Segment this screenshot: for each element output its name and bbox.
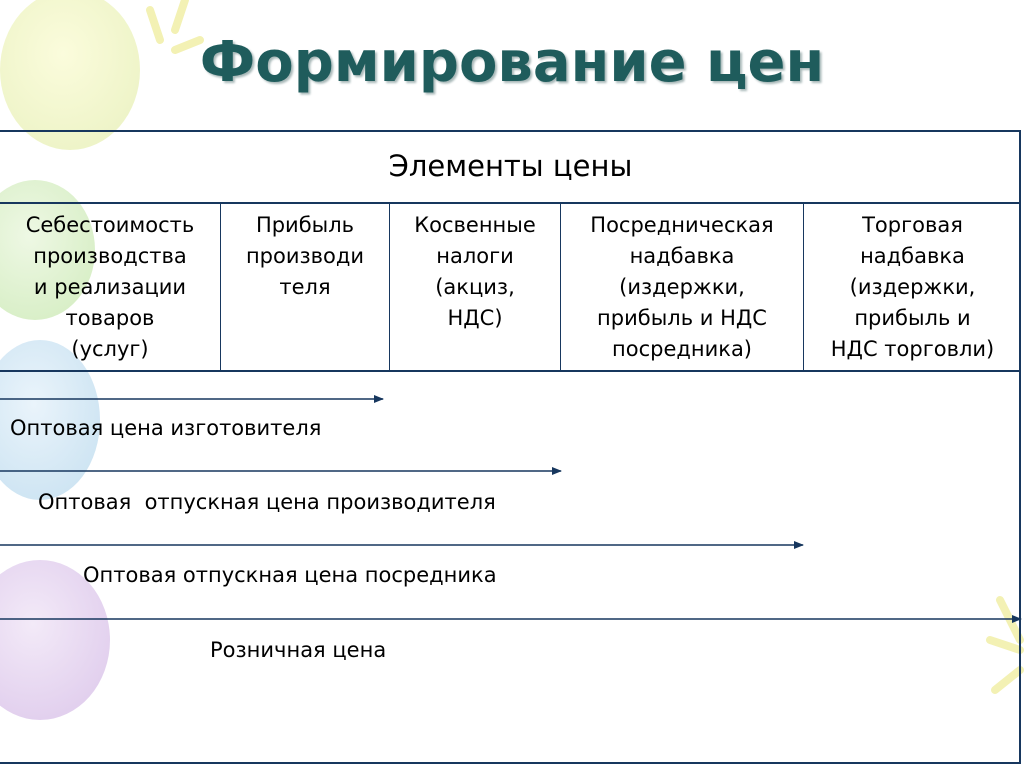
price-elements-header: Элементы цены — [388, 149, 633, 183]
element-cost-label: Себестоимость производства и реализации товаров (услуг) — [25, 213, 195, 361]
price-wholesale-intermediary: Оптовая отпускная цена посредника — [83, 563, 497, 587]
price-wholesale-producer: Оптовая отпускная цена производителя — [38, 490, 496, 514]
element-intermediary-markup-label: Посредническая надбавка (издержки, прибыль и НДС посредника) — [590, 213, 774, 361]
price-retail: Розничная цена — [210, 638, 387, 662]
slide-title: Формирование цен — [199, 30, 825, 95]
element-indirect-taxes-label: Косвенные налоги (акциз, НДС) — [414, 213, 536, 330]
price-wholesale-manufacturer: Оптовая цена изготовителя — [10, 416, 322, 440]
element-trade-markup-label: Торговая надбавка (издержки, прибыль и НДС торговли) — [830, 213, 995, 361]
element-producer-profit-label: Прибыль производи теля — [245, 213, 365, 299]
